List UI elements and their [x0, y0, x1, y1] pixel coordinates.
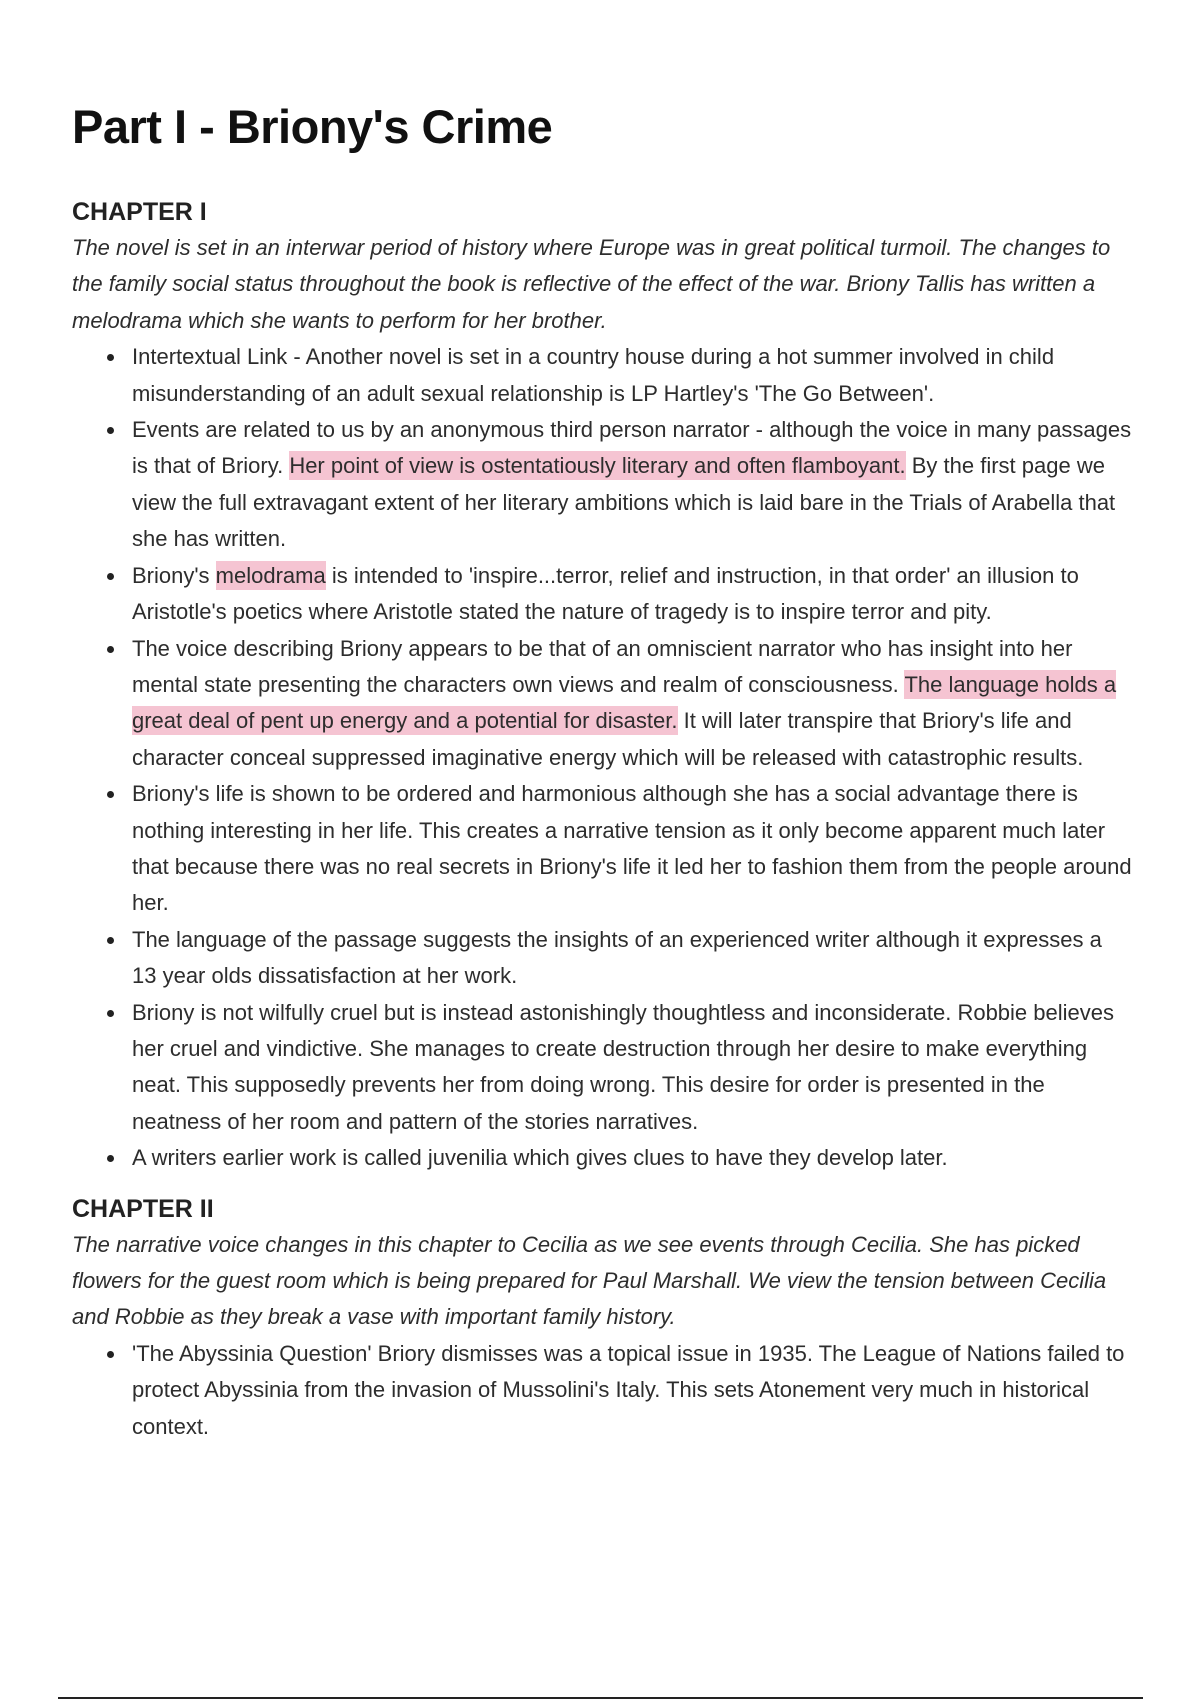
list-item [132, 631, 1132, 777]
bullet-icon [107, 646, 114, 653]
list-item-text: It will later transpire that Briory's life and character conceal suppressed imaginative energy which will be released with catastrophic results. [132, 708, 1084, 770]
bullet-icon [107, 1155, 114, 1162]
chapter-bullet-list [72, 1336, 1132, 1445]
chapter-bullet-list [72, 339, 1132, 1176]
list-item-text: 'The Abyssinia Question' Briory dismisses was a topical issue in 1935. The League of Nations failed to protect Abyssinia from the invasion of Mussolini's Italy. This sets Atonement very much in historical context. [132, 1340, 1125, 1439]
list-item-text: Intertextual Link - Another novel is set in a country house during a hot summer involved in child misunderstanding of an adult sexual relationship is LP Hartley's 'The Go Between'. [132, 344, 1055, 406]
list-item-text: is intended to 'inspire...terror, relief and instruction, in that order' an illusion to Aristotle's poetics where Aristotle stated the nature of tragedy is to inspire terror and pity. [132, 562, 1079, 625]
list-item-text: Briony's life is shown to be ordered and harmonious although she has a social advantage there is nothing interesting in her life. This creates a narrative tension as it only become apparent much later that because there was no real secrets in Briony's life it led her to fashion them from the people around her. [132, 781, 1132, 916]
list-item-text: The language of the passage suggests the insights of an experienced writer although it expresses a 13 year olds dissatisfaction at her work. [132, 926, 1102, 989]
list-item-text: The voice describing Briony appears to be that of an omniscient narrator who has insight into her mental state presenting the characters own views and realm of consciousness. [132, 635, 1073, 697]
list-item-text: Briony's [132, 562, 216, 588]
chapter-1 [72, 194, 1132, 1177]
bullet-icon [107, 573, 114, 580]
highlighted-text: Her point of view is ostentatiously literary and often flamboyant. [289, 453, 906, 479]
bullet-icon [107, 1351, 114, 1358]
list-item [132, 339, 1132, 412]
chapter-2 [72, 1191, 1132, 1445]
chapter-intro: The novel is set in an interwar period of history where Europe was in great political turmoil. The changes to the family social status throughout the book is reflective of the effect of the war. Briony Tallis has written a melodrama which she wants to perform for her brother. [72, 235, 1111, 333]
list-item-text: Briony is not wilfully cruel but is instead astonishingly thoughtless and inconsiderate. Robbie believes her cruel and vindictive. She manages to create destruction through her desire to make everything neat. This supposedly prevents her from doing wrong. This desire for order is presented in the neatness of her room and pattern of the stories narratives. [132, 999, 1114, 1134]
bullet-icon [107, 427, 114, 434]
list-item-text: Events are related to us by an anonymous third person narrator - although the voice in many passages is that of Briory. [132, 417, 1132, 479]
chapter-heading: CHAPTER I [72, 198, 207, 227]
document-page [72, 100, 1132, 1445]
page-title: Part I - Briony's Crime [72, 100, 553, 153]
list-item [132, 995, 1132, 1141]
bullet-icon [107, 354, 114, 361]
list-item [132, 922, 1132, 995]
bullet-icon [107, 937, 114, 944]
page-divider [58, 1697, 1143, 1699]
chapter-intro: The narrative voice changes in this chapter to Cecilia as we see events through Cecilia. She has picked flowers for the guest room which is being prepared for Paul Marshall. We view the tension between Cecilia and Robbie as they break a vase with important family history. [72, 1231, 1107, 1330]
list-item [132, 776, 1132, 922]
chapter-heading: CHAPTER II [72, 1194, 214, 1223]
bullet-icon [107, 791, 114, 798]
list-item [132, 412, 1132, 558]
list-item [132, 1336, 1132, 1445]
list-item [132, 558, 1132, 631]
list-item [132, 1140, 1132, 1176]
highlighted-text: The language holds a great deal of pent up energy and a potential for disaster. [132, 671, 1117, 734]
bullet-icon [107, 1010, 114, 1017]
list-item-text: By the first page we view the full extravagant extent of her literary ambitions which is laid bare in the Trials of Arabella that she has written. [132, 453, 1116, 552]
list-item-text: A writers earlier work is called juvenilia which gives clues to have they develop later. [132, 1145, 948, 1171]
highlighted-text: melodrama [215, 562, 326, 588]
